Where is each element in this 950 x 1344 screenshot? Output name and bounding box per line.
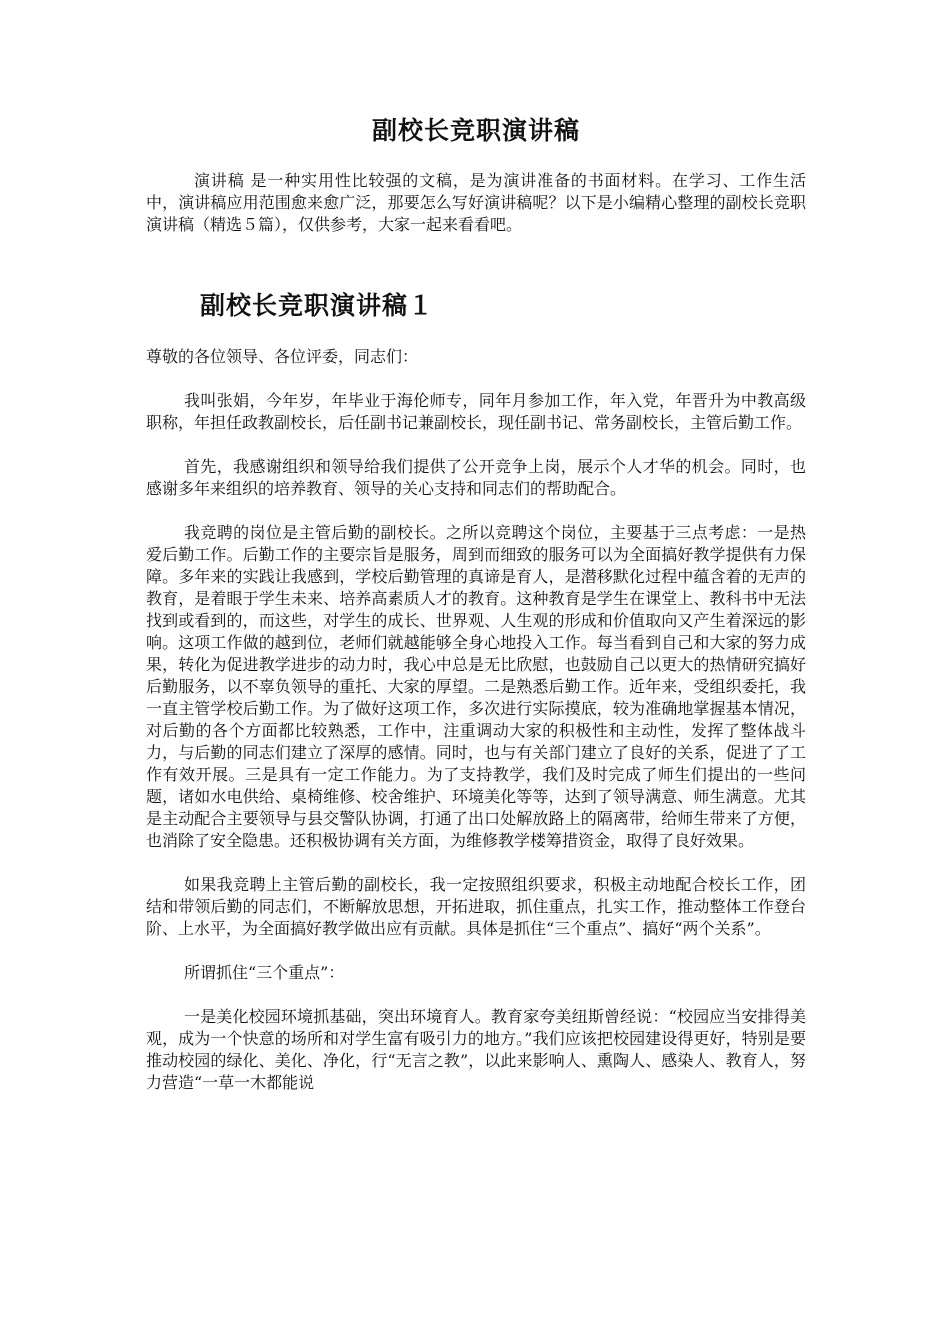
section-title: 副校长竞职演讲稿１: [200, 291, 435, 320]
document-page: [146, 110, 806, 1094]
body-paragraph-6: 一是美化校园环境抓基础，突出环境育人。教育家夸美纽斯曾经说：“校园应当安排得美观，成为一个快意的场所和对学生富有吸引力的地方。”我们应该把校园建设得更好，特别是要推动校园的绿化、美化、净化，行“无言之教”，以此来影响人、熏陶人、感染人、教育人，努力营造“一草一木都能说: [146, 1007, 806, 1092]
body-paragraph-1: 我叫张娟，今年岁，年毕业于海伦师专，同年月参加工作，年入党，年晋升为中教高级职称，年担任政教副校长，后任副书记兼副校长，现任副书记、常务副校长，主管后勤工作。: [146, 391, 806, 432]
body-paragraph-2: 首先，我感谢组织和领导给我们提供了公开竞争上岗，展示个人才华的机会。同时，也感谢多年来组织的培养教育、领导的关心支持和同志们的帮助配合。: [146, 457, 806, 498]
body-paragraph-3: 我竞聘的岗位是主管后勤的副校长。之所以竞聘这个岗位，主要基于三点考虑：一是热爱后勤工作。后勤工作的主要宗旨是服务，周到而细致的服务可以为全面搞好教学提供有力保障。多年来的实践让我感到，学校后勤管理的真谛是育人，是潜移默化过程中蕴含着的无声的教育，是着眼于学生未来、培养高素质人才的教育。这种教育是学生在课堂上、教科书中无法找到或看到的，而这些，对学生的成长、世界观、人生观的形成和价值取向又产生着深远的影响。这项工作做的越到位，老师们就越能够全身心地投入工作。每当看到自己和大家的努力成果，转化为促进教学进步的动力时，我心中总是无比欣慰，也鼓励自己以更大的热情研究搞好后勤服务，以不辜负领导的重托、大家的厚望。二是熟悉后勤工作。近年来，受组织委托，我一直主管学校后勤工作。为了做好这项工作，多次进行实际摸底，较为准确地掌握基本情况，对后勤的各个方面都比较熟悉，工作中，注重调动大家的积极性和主动性，发挥了整体战斗力，与后勤的同志们建立了深厚的感情。同时，也与有关部门建立了良好的关系，促进了了工作有效开展。三是具有一定工作能力。为了支持教学，我们及时完成了师生们提出的一些问题，诸如水电供给、桌椅维修、校舍维护、环境美化等等，达到了领导满意、师生满意。尤其是主动配合主要领导与县交警队协调，打通了出口处解放路上的隔离带，给师生带来了方便，也消除了安全隐患。还积极协调有关方面，为维修教学楼筹措资金，取得了良好效果。: [146, 523, 806, 850]
salutation: 尊敬的各位领导、各位评委，同志们：: [146, 347, 419, 366]
body-paragraph-4: 如果我竞聘上主管后勤的副校长，我一定按照组织要求，积极主动地配合校长工作，团结和带领后勤的同志们，不断解放思想，开拓进取，抓住重点，扎实工作，推动整体工作登台阶、上水平，为全面搞好教学做出应有贡献。具体是抓住“三个重点”、搞好“两个关系”。: [146, 875, 806, 938]
intro-paragraph: 演讲稿 是一种实用性比较强的文稿，是为演讲准备的书面材料。在学习、工作生活中，演讲稿应用范围愈来愈广泛，那要怎么写好演讲稿呢？以下是小编精心整理的副校长竞职演讲稿（精选５篇），仅供参考，大家一起来看看吧。: [146, 171, 806, 234]
body-paragraph-5: 所谓抓住“三个重点”：: [184, 963, 345, 982]
document-title: 副校长竞职演讲稿: [371, 116, 580, 145]
